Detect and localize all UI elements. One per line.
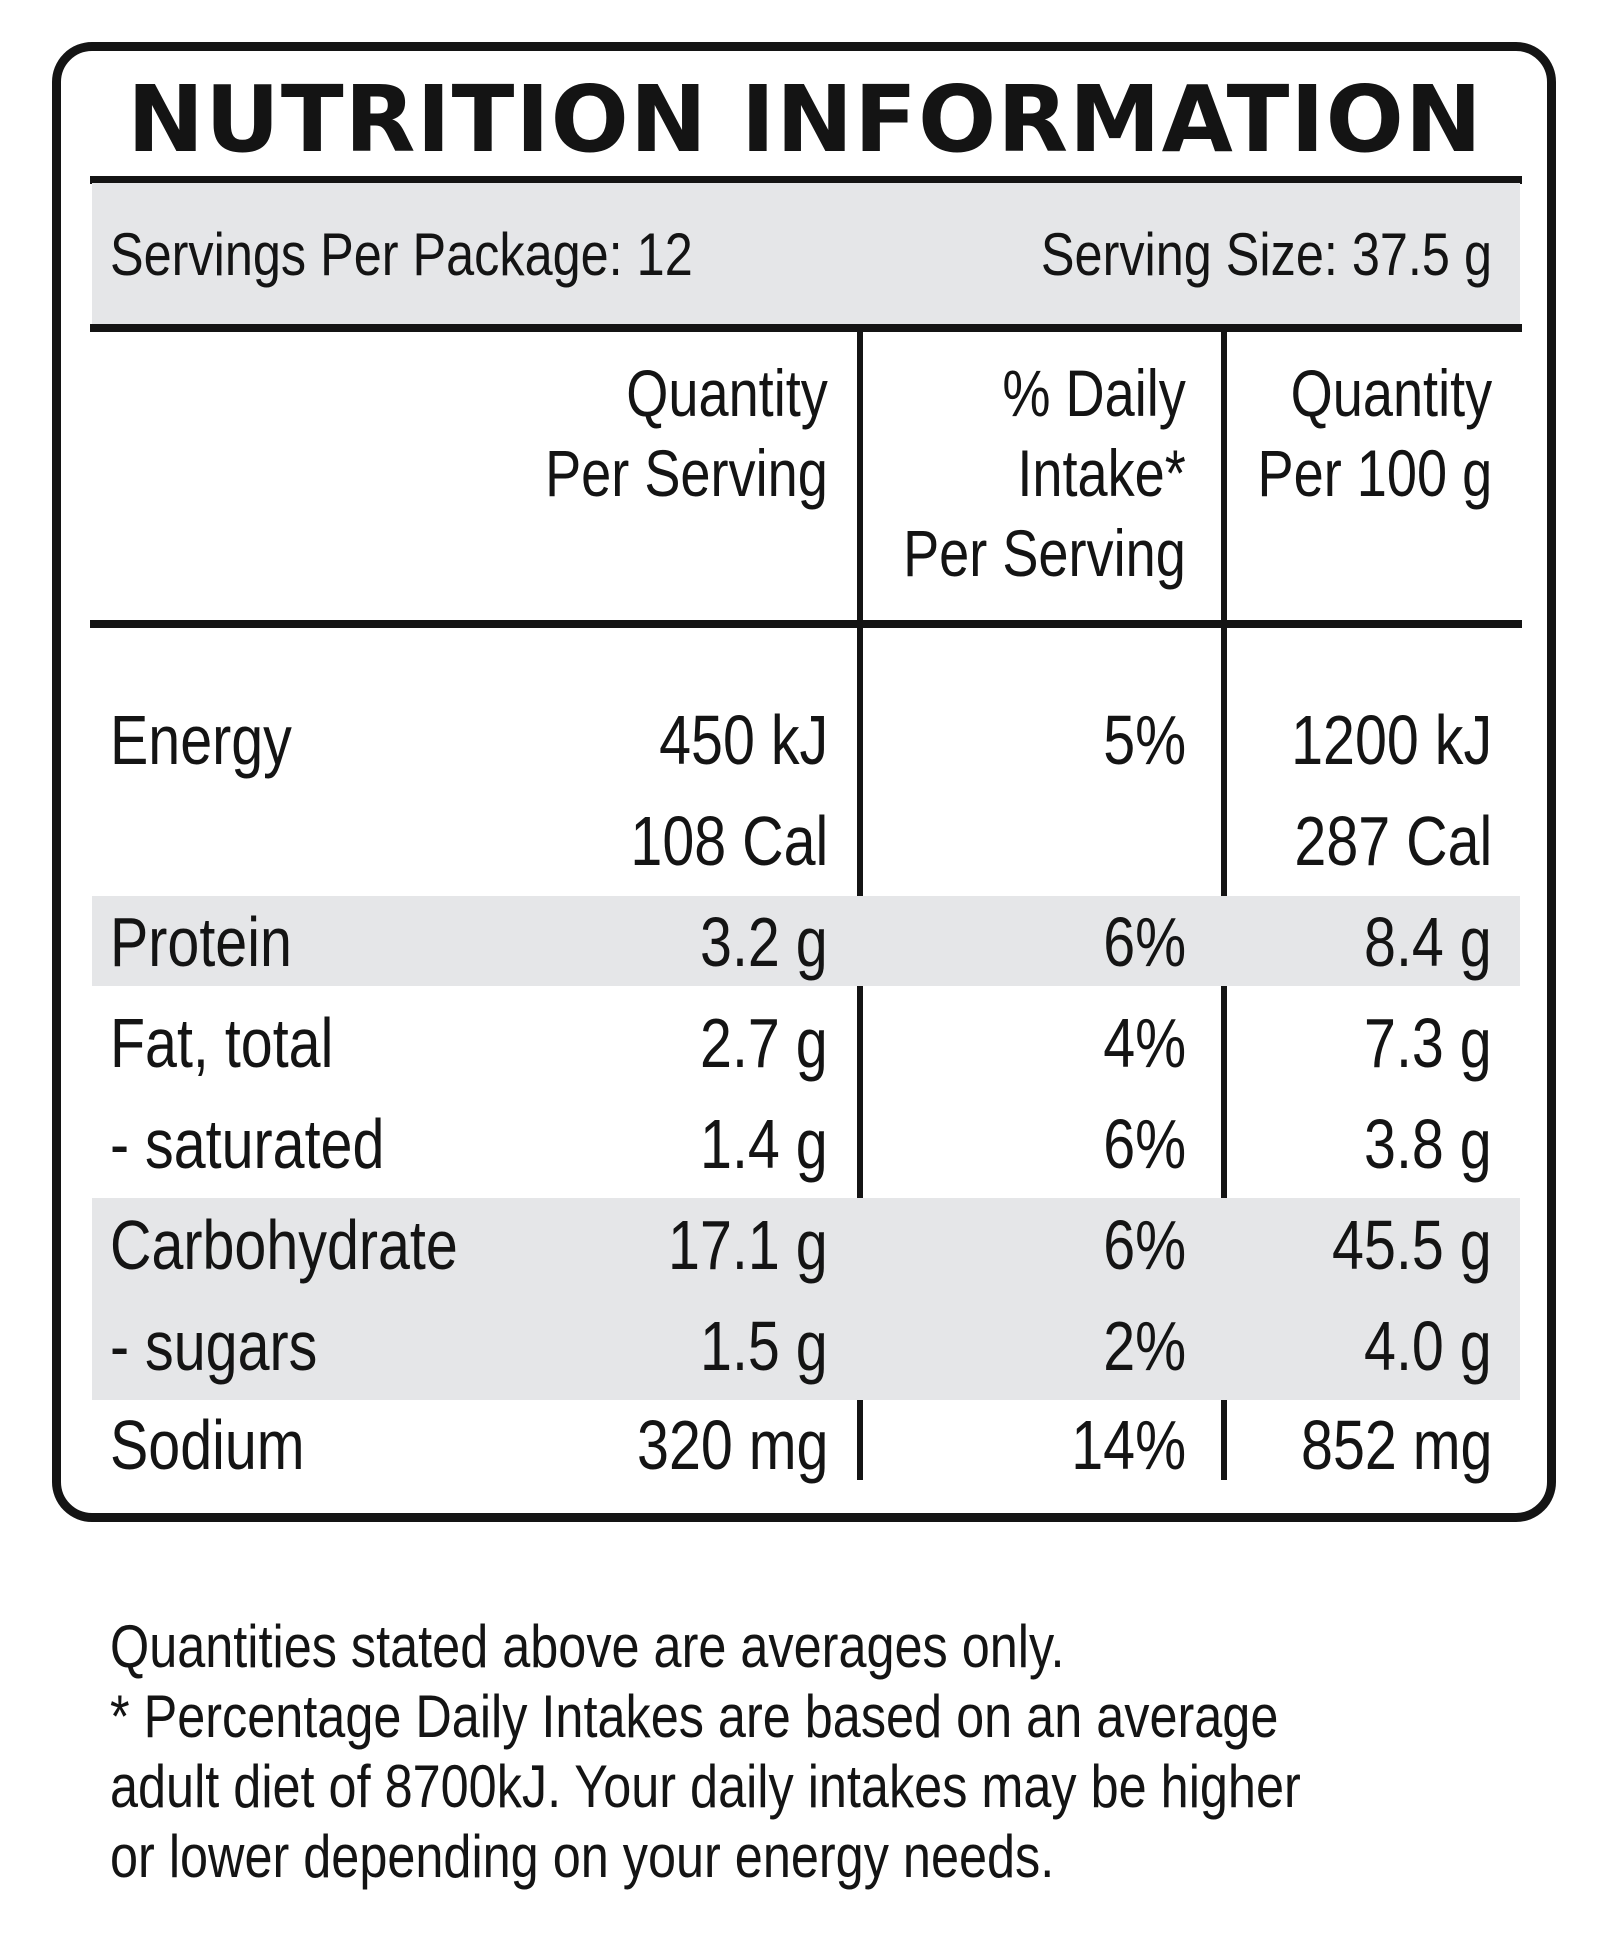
quantity-per-serving: 108 Cal xyxy=(630,802,828,880)
quantity-per-serving: 320 mg xyxy=(636,1406,828,1484)
quantity-per-100g: 8.4 g xyxy=(1364,903,1492,981)
daily-intake-percent: 14% xyxy=(1071,1406,1186,1484)
quantity-per-100g: 1200 kJ xyxy=(1290,701,1492,779)
quantity-per-serving: 1.4 g xyxy=(700,1105,828,1183)
quantity-per-100g: 4.0 g xyxy=(1364,1307,1492,1385)
daily-intake-percent: 5% xyxy=(1103,701,1186,779)
nutrient-name: Sodium xyxy=(110,1406,305,1484)
daily-intake-percent: 6% xyxy=(1103,903,1186,981)
nutrient-name: Fat, total xyxy=(110,1004,334,1082)
table-row-sugars xyxy=(0,1296,1610,1396)
panel-title: NUTRITION INFORMATION xyxy=(127,66,1483,173)
header-per-100g-line: Per 100 g xyxy=(1257,436,1492,510)
serving-size: Serving Size: 37.5 g xyxy=(1040,221,1492,288)
header-daily-intake xyxy=(903,353,1186,593)
quantity-per-serving: 1.5 g xyxy=(700,1307,828,1385)
nutrient-name: - saturated xyxy=(110,1105,385,1183)
daily-intake-percent: 4% xyxy=(1103,1004,1186,1082)
table-row-energy-cal xyxy=(0,791,1610,891)
divider-under-header xyxy=(90,620,1522,628)
header-per-100g-line: Quantity xyxy=(1290,356,1492,430)
quantity-per-serving: 17.1 g xyxy=(668,1206,828,1284)
header-per-serving-line: Quantity xyxy=(626,356,828,430)
header-daily-intake-line: Intake* xyxy=(1017,436,1186,510)
table-row-saturated xyxy=(0,1094,1610,1194)
header-daily-intake-line: % Daily xyxy=(1002,356,1186,430)
header-daily-intake-line: Per Serving xyxy=(903,516,1186,590)
header-per-100g xyxy=(1257,353,1492,513)
quantity-per-100g: 852 mg xyxy=(1300,1406,1492,1484)
quantity-per-serving: 2.7 g xyxy=(700,1004,828,1082)
daily-intake-percent: 6% xyxy=(1103,1105,1186,1183)
nutrient-name: Protein xyxy=(110,903,292,981)
table-row-sodium xyxy=(0,1395,1610,1495)
quantity-per-serving: 3.2 g xyxy=(700,903,828,981)
nutrient-name: Energy xyxy=(110,701,292,779)
quantity-per-100g: 45.5 g xyxy=(1332,1206,1492,1284)
table-row-fat-total xyxy=(0,993,1610,1093)
daily-intake-percent: 6% xyxy=(1103,1206,1186,1284)
quantity-per-serving: 450 kJ xyxy=(658,701,828,779)
quantity-per-100g: 287 Cal xyxy=(1294,802,1492,880)
table-row-carbohydrate xyxy=(0,1195,1610,1295)
footnote-line: * Percentage Daily Intakes are based on an average xyxy=(110,1683,1279,1750)
table-row-energy xyxy=(0,690,1610,790)
daily-intake-percent: 2% xyxy=(1103,1307,1186,1385)
footnote xyxy=(110,1612,1301,1892)
servings-per-package: Servings Per Package: 12 xyxy=(110,221,693,288)
header-per-serving-line: Per Serving xyxy=(545,436,828,510)
table-row-protein xyxy=(0,892,1610,992)
divider-under-servings xyxy=(90,324,1522,332)
header-per-serving xyxy=(545,353,828,513)
nutrient-name: Carbohydrate xyxy=(110,1206,458,1284)
footnote-line: or lower depending on your energy needs. xyxy=(110,1823,1055,1890)
quantity-per-100g: 3.8 g xyxy=(1364,1105,1492,1183)
quantity-per-100g: 7.3 g xyxy=(1364,1004,1492,1082)
footnote-line: Quantities stated above are averages only. xyxy=(110,1613,1065,1680)
footnote-line: adult diet of 8700kJ. Your daily intakes may be higher xyxy=(110,1753,1301,1820)
nutrient-name: - sugars xyxy=(110,1307,318,1385)
